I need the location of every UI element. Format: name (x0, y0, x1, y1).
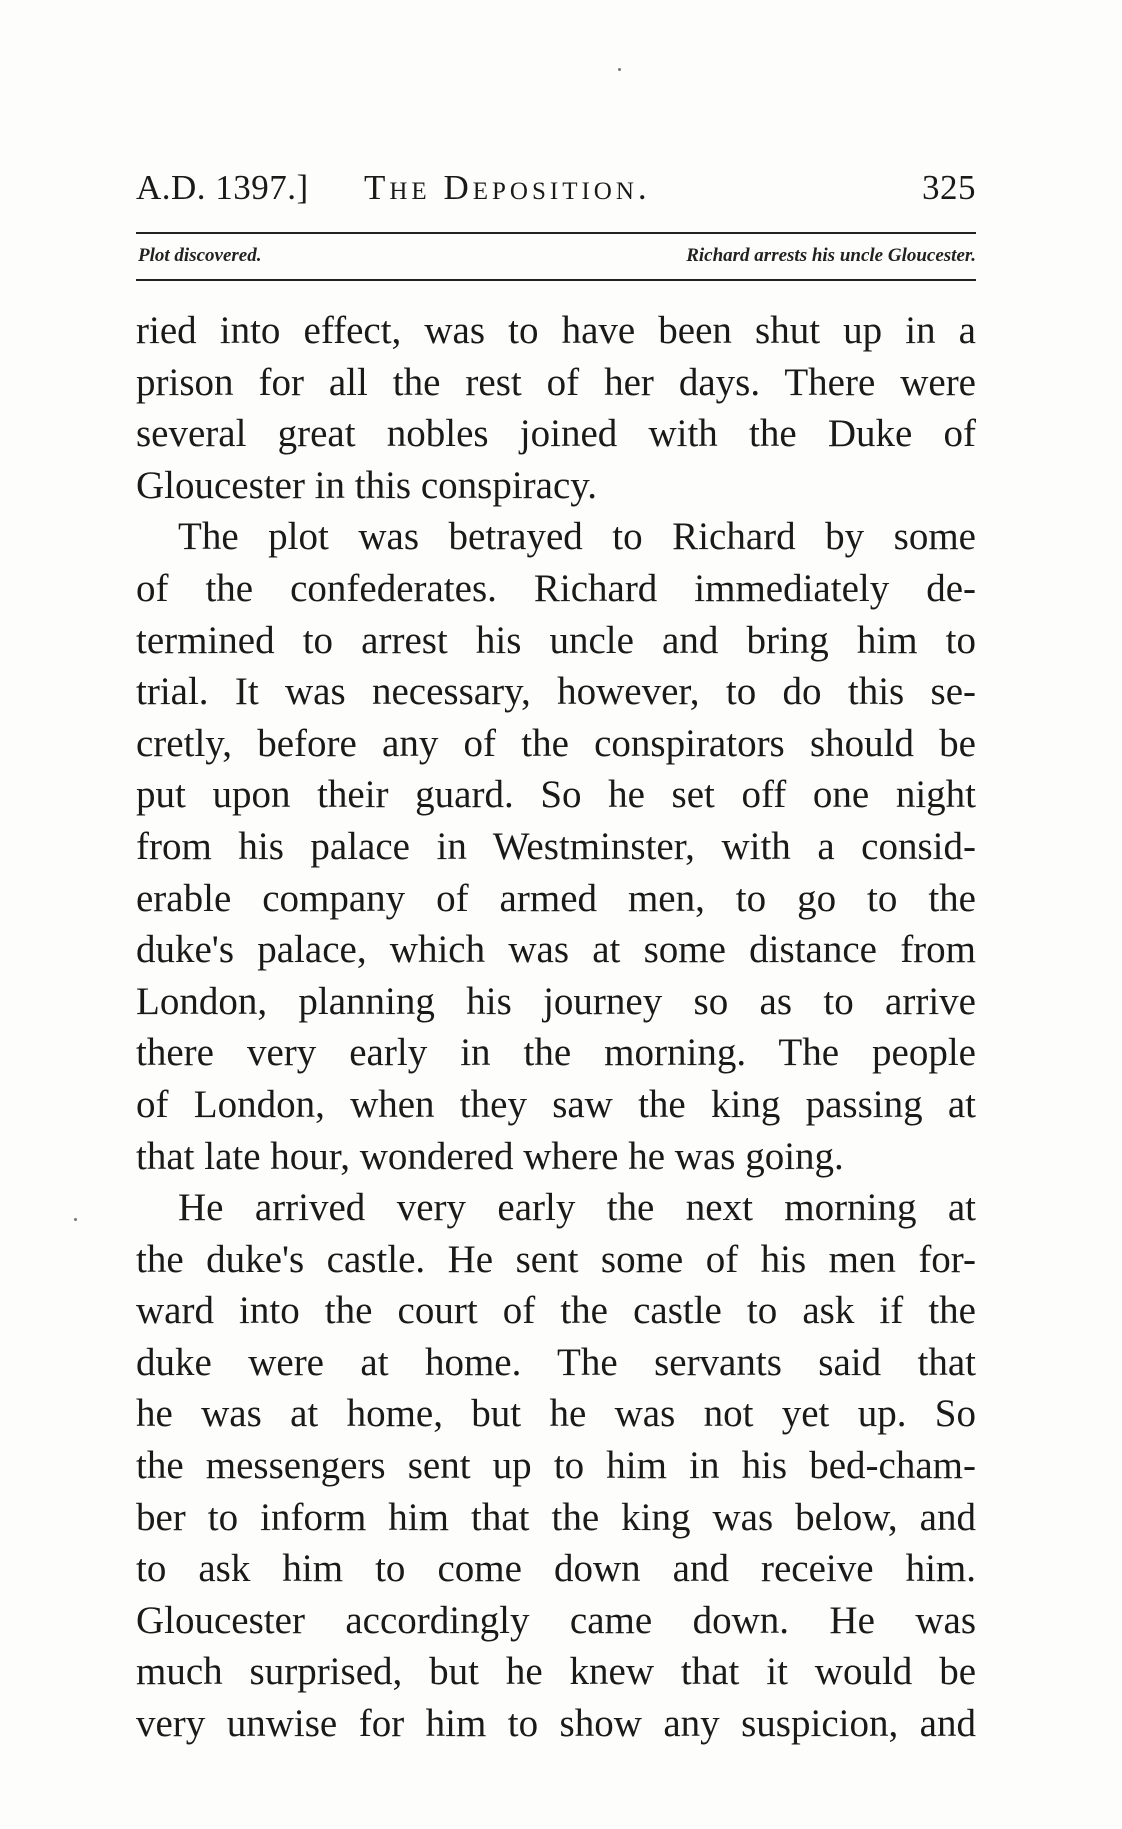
text-line: there very early in the morning. The people (136, 1031, 976, 1075)
text-line: that late hour, wondered where he was going. (136, 1134, 844, 1178)
text-line: Gloucester in this conspiracy. (136, 463, 598, 507)
ink-speck (618, 68, 621, 71)
text-line: Gloucester accordingly came down. He was (136, 1598, 976, 1642)
text-line: ward into the court of the castle to ask if the (136, 1289, 976, 1333)
sidenote-left: Plot discovered. (138, 245, 262, 266)
text-line: duke's palace, which was at some distance from (136, 928, 976, 972)
text-line: very unwise for him to show any suspicion, and (136, 1702, 976, 1746)
text-line: put upon their guard. So he set off one night (136, 773, 976, 817)
ink-speck (74, 1218, 77, 1221)
text-line: He arrived very early the next morning at (178, 1186, 976, 1230)
text-line: cretly, before any of the conspirators should be (136, 721, 976, 765)
text-line: duke were at home. The servants said that (136, 1340, 976, 1384)
text-line: trial. It was necessary, however, to do this se- (136, 670, 976, 714)
text-line: several great nobles joined with the Duke of (136, 412, 976, 456)
text-line: he was at home, but he was not yet up. So (136, 1392, 976, 1436)
text-line: from his palace in Westminster, with a consid- (136, 824, 976, 868)
sidenote-bar (136, 245, 976, 275)
body-text (136, 305, 976, 1750)
text-line: prison for all the rest of her days. There were (136, 360, 976, 404)
text-line: of the confederates. Richard immediately de- (136, 566, 976, 610)
sidenote-rule (136, 279, 976, 281)
text-line: the duke's castle. He sent some of his men for- (136, 1237, 976, 1281)
text-line: ber to inform him that the king was below, and (136, 1495, 976, 1539)
page-number: 325 (922, 168, 976, 207)
text-line: The plot was betrayed to Richard by some (178, 515, 976, 559)
text-line: ried into effect, was to have been shut up in a (136, 309, 976, 352)
text-line: erable company of armed men, to go to the (136, 876, 976, 920)
text-line: termined to arrest his uncle and bring him to (136, 618, 976, 662)
header-date: A.D. 1397.] (136, 168, 309, 207)
text-line: to ask him to come down and receive him. (136, 1547, 976, 1591)
text-line: much surprised, but he knew that it would be (136, 1650, 976, 1694)
header-title: The Deposition. (364, 168, 651, 207)
text-line: London, planning his journey so as to arrive (136, 979, 976, 1023)
text-line: of London, when they saw the king passing at (136, 1082, 976, 1126)
text-line: the messengers sent up to him in his bed-cham- (136, 1444, 976, 1488)
sidenote-right: Richard arrests his uncle Gloucester. (686, 245, 976, 266)
running-header (136, 168, 976, 224)
header-rule (136, 232, 976, 234)
